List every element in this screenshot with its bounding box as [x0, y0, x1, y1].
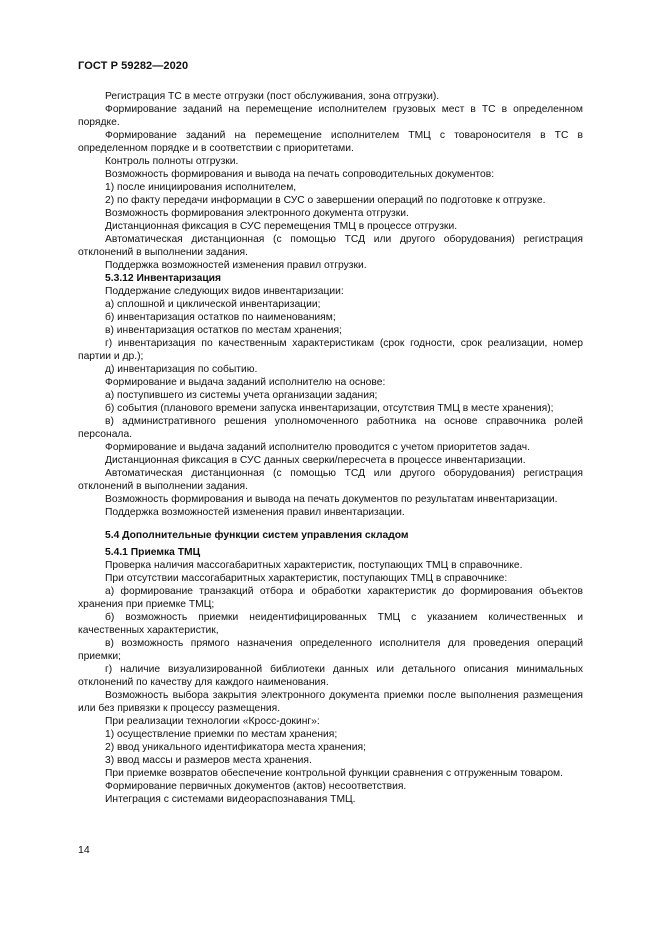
paragraph: При реализации технологии «Кросс-докинг»: [105, 716, 320, 727]
list-item: 1) осуществление приемки по местам хранения; [105, 729, 338, 740]
list-item: б) инвентаризация остатков по наименованиям; [105, 312, 336, 323]
list-item: г) инвентаризация по качественным характеристикам (срок годности, срок реализации, номер партии и др.); [78, 338, 583, 362]
paragraph: Формирование заданий на перемещение исполнителем ТМЦ с товароносителя в ТС в определенном порядке и в соответствии с приоритетами. [78, 130, 583, 154]
paragraph: Возможность выбора закрытия электронного документа приемки после выполнения размещения или без привязки к процессу размещения. [78, 690, 583, 714]
list-item: г) наличие визуализированной библиотеки данных или детального описания минимальных отклонений по качеству для каждого наименования. [78, 664, 583, 688]
paragraph: Возможность формирования и вывода на печать документов по результатам инвентаризации. [105, 494, 558, 505]
list-item: б) события (планового времени запуска инвентаризации, отсутствия ТМЦ в месте хранения); [105, 403, 554, 414]
paragraph: При отсутствии массогабаритных характеристик, поступающих ТМЦ в справочнике: [105, 573, 508, 584]
list-item: 2) ввод уникального идентификатора места хранения; [105, 742, 366, 753]
paragraph: Дистанционная фиксация в СУС данных сверки/пересчета в процессе инвентаризации. [105, 455, 526, 466]
paragraph: Возможность формирования и вывода на печать сопроводительных документов: [105, 169, 495, 180]
list-item: в) инвентаризация остатков по местам хранения; [105, 325, 342, 336]
list-item: 1) после инициирования исполнителем, [105, 182, 297, 193]
paragraph: Поддержание следующих видов инвентаризации: [105, 286, 344, 297]
subsection-heading: 5.3.12 Инвентаризация [105, 273, 222, 284]
paragraph: Автоматическая дистанционная (с помощью ТСД или другого оборудования) регистрация отклонений в выполнении задания. [78, 468, 583, 492]
paragraph: Формирование и выдача заданий исполнителю проводится с учетом приоритетов задач. [105, 442, 530, 453]
standard-header: ГОСТ Р 59282—2020 [78, 60, 189, 72]
paragraph: Поддержка возможностей изменения правил отгрузки. [105, 260, 367, 271]
list-item: а) формирование транзакций отбора и обработки характеристик до формирования объектов хранения при приемке ТМЦ; [78, 586, 583, 610]
list-item: в) административного решения уполномоченного работника на основе справочника ролей персонала. [78, 416, 583, 440]
list-item: б) возможность приемки неидентифицированных ТМЦ с указанием количественных и качественных характеристик, [78, 612, 583, 636]
list-item: а) поступившего из системы учета организации задания; [105, 390, 378, 401]
page-number: 14 [78, 844, 90, 856]
paragraph: Проверка наличия массогабаритных характеристик, поступающих ТМЦ в справочнике. [105, 560, 523, 571]
paragraph: При приемке возвратов обеспечение контрольной функции сравнения с отгруженным товаром. [105, 768, 563, 779]
paragraph: Автоматическая дистанционная (с помощью ТСД или другого оборудования) регистрация отклонений в выполнении задания. [78, 234, 583, 258]
paragraph: Контроль полноты отгрузки. [105, 156, 239, 167]
paragraph: Формирование и выдача заданий исполнителю на основе: [105, 377, 386, 388]
document-body [78, 90, 583, 806]
paragraph: Интеграция с системами видеораспознавания ТМЦ. [105, 794, 356, 805]
section-heading: 5.4 Дополнительные функции систем управления складом [105, 530, 409, 541]
list-item: а) сплошной и циклической инвентаризации; [105, 299, 321, 310]
list-item: 3) ввод массы и размеров места хранения. [105, 755, 312, 766]
paragraph: Дистанционная фиксация в СУС перемещения ТМЦ в процессе отгрузки. [105, 221, 458, 232]
paragraph: Формирование заданий на перемещение исполнителем грузовых мест в ТС в определенном порядке. [78, 104, 583, 128]
paragraph: Возможность формирования электронного документа отгрузки. [105, 208, 409, 219]
list-item: 2) по факту передачи информации в СУС о завершении операций по подготовке к отгрузке. [105, 195, 546, 206]
subsection-heading: 5.4.1 Приемка ТМЦ [105, 547, 201, 558]
paragraph: Формирование первичных документов (актов) несоответствия. [105, 781, 407, 792]
paragraph: Регистрация ТС в месте отгрузки (пост обслуживания, зона отгрузки). [105, 91, 440, 102]
list-item: в) возможность прямого назначения определенного исполнителя для проведения операций приемки; [78, 638, 583, 662]
paragraph: Поддержка возможностей изменения правил инвентаризации. [105, 507, 405, 518]
list-item: д) инвентаризация по событию. [105, 364, 258, 375]
